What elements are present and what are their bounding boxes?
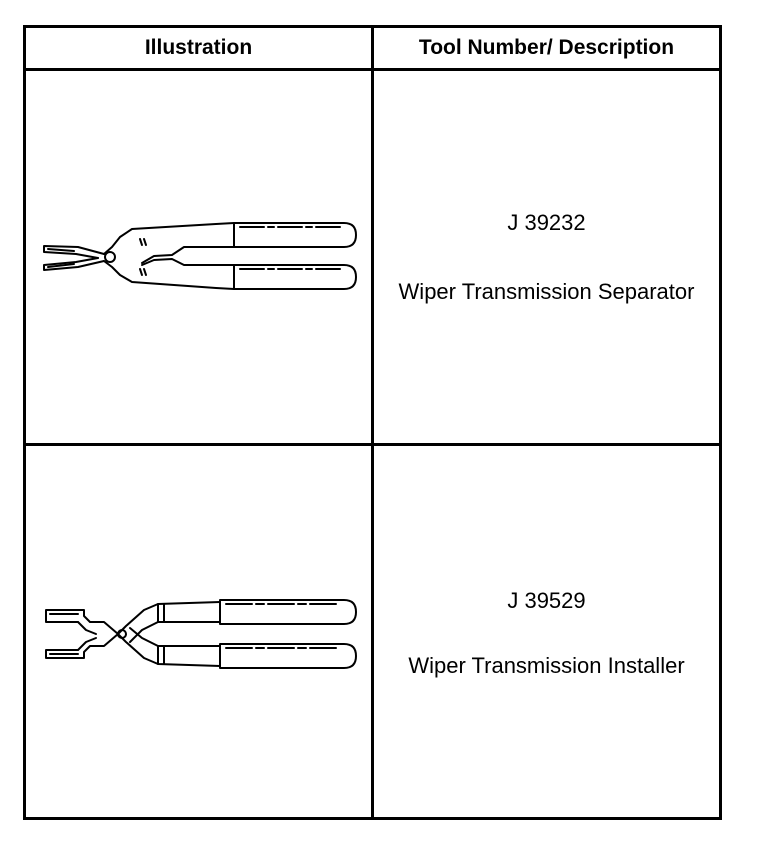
description-cell-row-1 xyxy=(374,71,719,443)
illustration-cell-row-1 xyxy=(26,71,371,443)
header-tool-description: Tool Number/ Description xyxy=(418,36,675,59)
installer-pliers-icon xyxy=(26,446,371,817)
description-cell-row-2 xyxy=(374,446,719,817)
separator-pliers-icon xyxy=(26,71,371,443)
tool-table xyxy=(23,25,722,820)
illustration-cell-row-2 xyxy=(26,446,371,817)
tool-description: Wiper Transmission Installer xyxy=(408,653,685,678)
header-illustration: Illustration xyxy=(144,36,253,59)
tool-number: J 39232 xyxy=(507,210,586,235)
tool-description: Wiper Transmission Separator xyxy=(398,279,695,304)
tool-number: J 39529 xyxy=(507,588,586,613)
